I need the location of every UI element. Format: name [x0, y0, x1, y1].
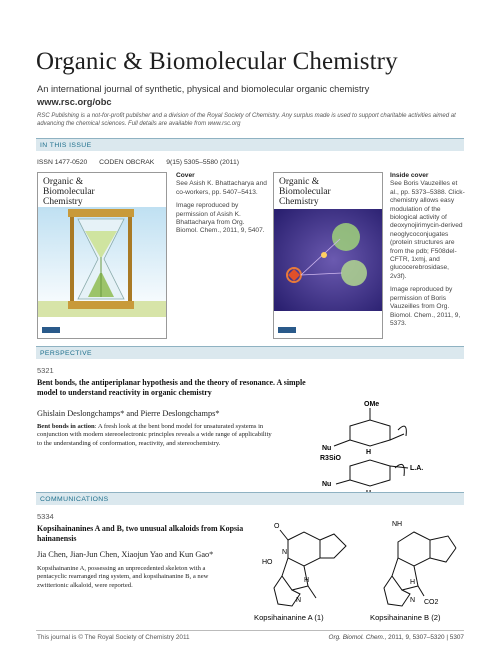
section-bar-perspective: PERSPECTIVE	[36, 346, 464, 359]
communication-authors: Jia Chen, Jian-Jun Chen, Xiaojun Yao and Kun Gao*	[37, 550, 214, 559]
cover-thumb-title: Organic & Biomolecular Chemistry	[43, 177, 95, 207]
footer-divider	[36, 630, 464, 631]
coden: CODEN OBCRAK	[99, 159, 155, 166]
issn: ISSN 1477-0520	[37, 159, 88, 166]
label-n-a2: N	[296, 597, 302, 604]
compound-a-label: Kopsihainanine A (1)	[254, 613, 324, 622]
label-nh: NH	[392, 521, 403, 528]
section-bar-communications: COMMUNICATIONS	[36, 492, 464, 505]
label-nu-top: Nu	[322, 445, 332, 452]
issue-identifiers	[37, 159, 249, 166]
publisher-disclaimer: RSC Publishing is a not-for-profit publisher and a division of the Royal Society of Chemistry. Any surplus made is used to support charitable activities aimed at advancing the chemical sciences. Full details are available from www.rsc.org	[37, 113, 456, 127]
label-r3sio: R3SiO	[320, 455, 342, 462]
cover-label: Cover	[176, 172, 195, 179]
perspective-title[interactable]: Bent bonds, the antiperiplanar hypothesis and the theory of resonance. A simple model to understand reactivity in organic chemistry	[37, 378, 306, 397]
inside-cover-credit: Image reproduced by permission of Boris Vauzeilles from Org. Biomol. Chem., 2011, 9, 5373.	[390, 286, 461, 327]
hourglass-illustration	[38, 173, 166, 338]
journal-subtitle: An international journal of synthetic, physical and biomolecular organic chemistry	[37, 84, 370, 94]
communication-page-number: 5334	[37, 512, 54, 521]
cover-image[interactable]	[37, 172, 167, 339]
kopsihainanine-structures	[252, 512, 468, 622]
label-h-a: H	[304, 577, 310, 584]
inside-cover-label: Inside cover	[390, 172, 429, 179]
label-co2: CO2	[424, 599, 439, 606]
communication-title[interactable]: Kopsihainanines A and B, two unusual alkaloids from Kopsia hainanensis	[37, 524, 244, 543]
communication-abstract: Kopsihainanine A, possessing an unprecedented skeleton with a pentacyclic rearranged ring system, and kopsihainanine B, a new zwitterionic alkaloid, were reported.	[37, 565, 209, 589]
inside-cover-thumb-title: Organic & Biomolecular Chemistry	[279, 177, 331, 207]
compound-b-label: Kopsihainanine B (2)	[370, 613, 441, 622]
label-h-b: H	[410, 579, 416, 586]
abstract-text: : A fresh look at the bent bond model for unsaturated systems in conjunction with modern stereoelectronic principles reveals a wide range of applicability to the understanding of conformation, reactivity, and stereochemistry.	[37, 423, 272, 447]
label-ome: OMe	[364, 401, 380, 408]
label-n-a: N	[282, 549, 288, 556]
footer-journal: Org. Biomol. Chem.,	[328, 634, 387, 641]
label-nu-bottom: Nu	[322, 481, 332, 488]
label-la: L.A.	[410, 465, 424, 472]
protein-illustration	[274, 173, 382, 338]
footer-pages: 2011, 9, 5307–5320 | 5307	[388, 634, 464, 641]
section-bar-in-this-issue: IN THIS ISSUE	[36, 138, 464, 151]
bent-bond-scheme	[290, 396, 450, 496]
footer-citation	[329, 634, 465, 641]
cover-credit: Image reproduced by permission of Asish K. Bhattacharya from Org. Biomol. Chem., 2011, 9, 5407.	[176, 202, 265, 235]
cover-caption	[176, 172, 268, 241]
perspective-page-number: 5321	[37, 366, 54, 375]
abstract-lead: Bent bonds in action	[37, 423, 95, 430]
volume-pages: 9(15) 5305–5580 (2011)	[166, 159, 239, 166]
footer-copyright: This journal is © The Royal Society of Chemistry 2011	[37, 634, 190, 641]
journal-url[interactable]: www.rsc.org/obc	[37, 97, 112, 107]
inside-cover-caption	[390, 172, 466, 333]
perspective-authors: Ghislain Deslongchamps* and Pierre Deslongchamps*	[37, 409, 220, 418]
inside-cover-text: See Boris Vauzeilles et al., pp. 5373–5388. Click-chemistry allows easy modulation of the biological activity of deoxynojirimycin-derived neoglycoconjugates (protein structures are from the pdb; F508del-CFTR, 1xmj, and glucocerebrosidase, 2v3f).	[390, 180, 465, 280]
label-n-b: N	[410, 597, 416, 604]
label-o: O	[274, 523, 280, 530]
perspective-abstract	[37, 423, 277, 448]
label-ho: HO	[262, 559, 273, 566]
label-h-top: H	[366, 449, 372, 456]
inside-cover-image[interactable]	[273, 172, 383, 339]
cover-text: See Asish K. Bhattacharya and co-workers, pp. 5407–5413.	[176, 180, 267, 196]
journal-title: Organic & Biomolecular Chemistry	[36, 48, 398, 75]
